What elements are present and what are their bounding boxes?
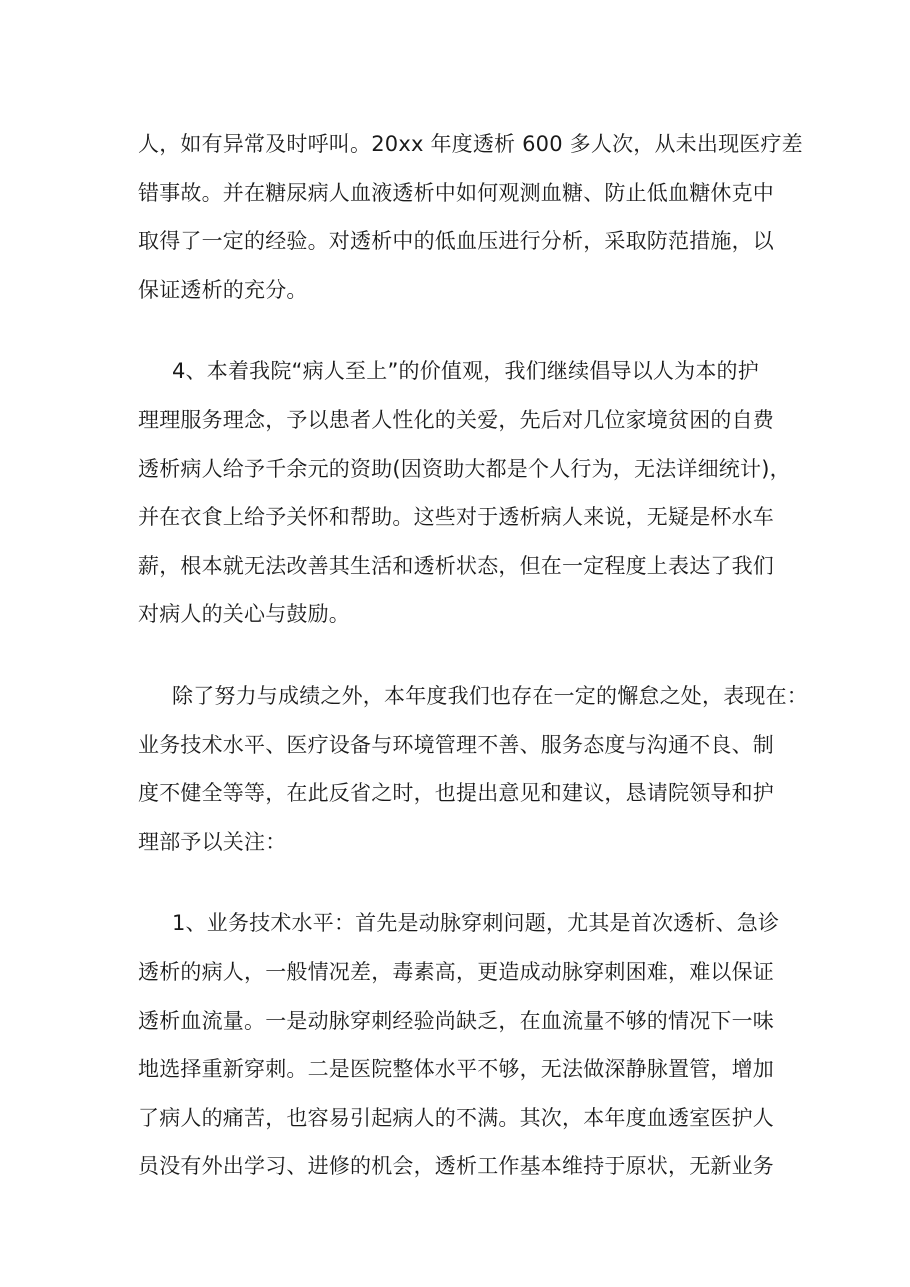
text-line: 地选择重新穿刺。二是医院整体水平不够，无法做深静脉置管，增加 (138, 1057, 774, 1082)
paragraph-4 (138, 899, 778, 1191)
paragraph-1 (138, 120, 803, 314)
text-line: 并在衣食上给予关怀和帮助。这些对于透析病人来说，无疑是杯水车 (138, 505, 774, 530)
text-line: 理部予以关注： (138, 829, 287, 854)
text-line: 薪，根本就无法改善其生活和透析状态，但在一定程度上表达了我们 (138, 553, 774, 578)
text-line: 透析病人给予千余元的资助(因资助大都是个人行为，无法详细统计)， (138, 456, 791, 481)
text-line: 错事故。并在糖尿病人血液透析中如何观测血糖、防止低血糖休克中 (138, 180, 774, 205)
text-line: 取得了一定的经验。对透析中的低血压进行分析，采取防范措施，以 (138, 229, 774, 254)
text-line: 透析的病人，一般情况差，毒素高，更造成动脉穿刺困难，难以保证 (138, 959, 774, 984)
text-line: 除了努力与成绩之外，本年度我们也存在一定的懈怠之处，表现在： (172, 683, 808, 708)
document-body (138, 120, 808, 1224)
text-line: 理理服务理念，予以患者人性化的关爱，先后对几位家境贫困的自费 (138, 407, 774, 432)
text-line: 1、业务技术水平：首先是动脉穿刺问题，尤其是首次透析、急诊 (172, 911, 780, 936)
text-line: 员没有外出学习、进修的机会，透析工作基本维持于原状，无新业务 (138, 1154, 774, 1179)
text-line: 了病人的痛苦，也容易引起病人的不满。其次，本年度血透室医护人 (138, 1105, 774, 1130)
text-line: 透析血流量。一是动脉穿刺经验尚缺乏，在血流量不够的情况下一味 (138, 1008, 774, 1033)
text-line: 度不健全等等，在此反省之时，也提出意见和建议，恳请院领导和护 (138, 781, 774, 806)
paragraph-2 (138, 347, 791, 639)
text-line: 保证透析的充分。 (138, 277, 308, 302)
text-line: 4、本着我院“病人至上”的价值观，我们继续倡导以人为本的护 (172, 359, 759, 384)
text-line: 人，如有异常及时呼叫。20xx 年度透析 600 多人次，从未出现医疗差 (138, 132, 803, 156)
text-line: 业务技术水平、医疗设备与环境管理不善、服务态度与沟通不良、制 (138, 732, 774, 757)
paragraph-3 (138, 672, 808, 866)
text-line: 对病人的关心与鼓励。 (138, 602, 350, 627)
